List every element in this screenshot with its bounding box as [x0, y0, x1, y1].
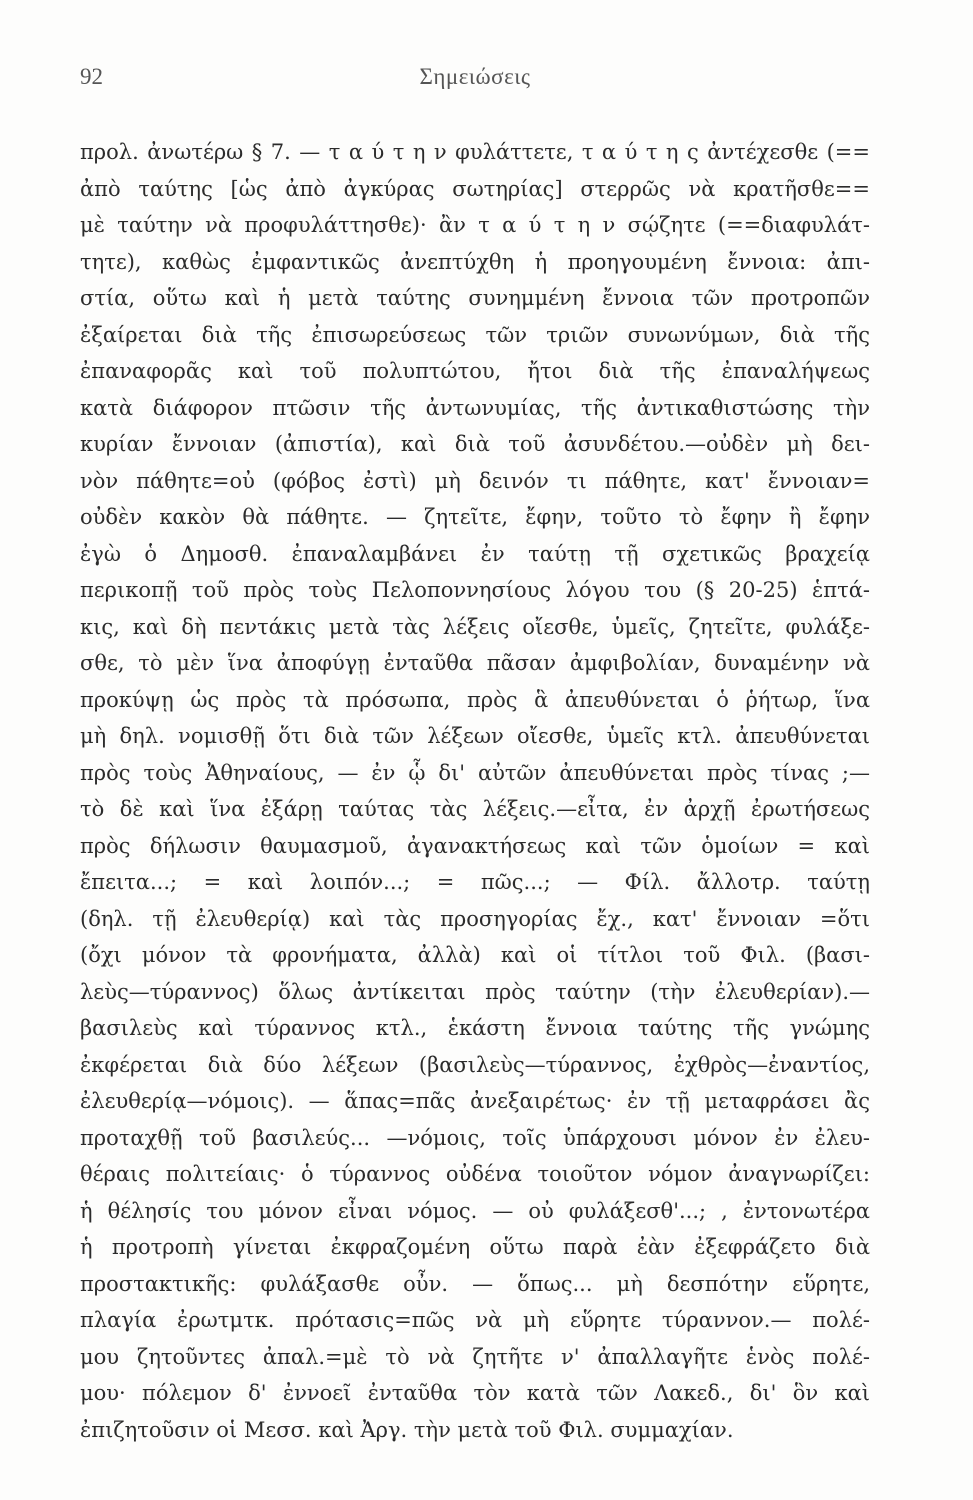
- text-line: πρὸς δήλωσιν θαυμασμοῦ, ἀγανακτήσεως καὶ τῶν ὁμοίων = καὶ: [80, 833, 870, 858]
- text-line: προταχθῇ τοῦ βασιλεύς... —νόμοις, τοῖς ὑπάρχουσι μόνον ἐν ἐλευ-: [80, 1125, 870, 1150]
- text-line: κατὰ διάφορον πτῶσιν τῆς ἀντωνυμίας, τῆς ἀντικαθιστώσης τὴν: [80, 395, 870, 420]
- text-line: πρὸς τοὺς Ἀθηναίους, — ἐν ᾧ δι' αὐτῶν ἀπευθύνεται πρὸς τίνας ;—: [80, 760, 870, 785]
- text-line: σθε, τὸ μὲν ἵνα ἀποφύγῃ ἐνταῦθα πᾶσαν ἀμφιβολίαν, δυναμένην νὰ: [80, 651, 870, 675]
- text-line: ἐγὼ ὁ Δημοσθ. ἐπαναλαμβάνει ἐν ταύτῃ τῇ σχετικῶς βραχείᾳ: [80, 541, 870, 566]
- page-number: 92: [80, 64, 103, 89]
- text-line: οὐδὲν κακὸν θὰ πάθητε. — ζητεῖτε, ἔφην, τοῦτο τὸ ἔφην ἢ ἔφην: [80, 505, 870, 529]
- text-line: ἐπαναφορᾶς καὶ τοῦ πολυπτώτου, ἤτοι διὰ τῆς ἐπαναλήψεως: [80, 359, 870, 383]
- text-line: τὸ δὲ καὶ ἵνα ἐξάρῃ ταύτας τὰς λέξεις.—εἶτα, ἐν ἀρχῇ ἐρωτήσεως: [80, 797, 870, 821]
- text-line: κυρίαν ἔννοιαν (ἀπιστία), καὶ διὰ τοῦ ἀσυνδέτου.—οὐδὲν μὴ δει-: [80, 432, 870, 456]
- text-line: μου ζητοῦντες ἀπαλ.=μὲ τὸ νὰ ζητῆτε ν' ἀπαλλαγῆτε ἑνὸς πολέ-: [80, 1344, 870, 1369]
- page-header: [80, 64, 870, 100]
- body-text: [80, 134, 870, 1448]
- text-line: ἐπιζητοῦσιν οἱ Μεσσ. καὶ Ἀργ. τὴν μετὰ τοῦ Φιλ. συμμαχίαν.: [80, 1417, 734, 1442]
- text-line: μου· πόλεμον δ' ἐννοεῖ ἐνταῦθα τὸν κατὰ τῶν Λακεδ., δι' ὃν καὶ: [80, 1381, 870, 1405]
- text-line: προλ. ἀνωτέρω § 7. — τ α ύ τ η ν φυλάττετε, τ α ύ τ η ς ἀντέχεσθε (==: [80, 140, 870, 164]
- text-line: ἡ θέλησίς του μόνον εἶναι νόμος. — οὐ φυλάξεσθ'...; , ἐντονωτέρα: [80, 1198, 870, 1223]
- text-line: πλαγία ἐρωτμτκ. πρότασις=πῶς νὰ μὴ εὕρητε τύραννον.— πολέ-: [80, 1308, 870, 1332]
- text-line: ἔπειτα...; = καὶ λοιπόν...; = πῶς...; — Φίλ. ἄλλοτρ. ταύτῃ: [80, 870, 870, 894]
- text-line: μὲ ταύτην νὰ προφυλάττησθε)· ἂν τ α ύ τ η ν σῴζητε (==διαφυλάτ-: [80, 213, 870, 237]
- running-head: Σημειώσεις: [419, 64, 531, 89]
- text-line: βασιλεὺς καὶ τύραννος κτλ., ἑκάστη ἔννοια ταύτης τῆς γνώμης: [80, 1016, 870, 1040]
- text-line: ἐκφέρεται διὰ δύο λέξεων (βασιλεὺς—τύραννος, ἐχθρὸς—ἐναντίος,: [80, 1052, 870, 1077]
- text-line: ἐλευθερίᾳ—νόμοις). — ἅπας=πᾶς ἀνεξαιρέτως· ἐν τῇ μεταφράσει ἂς: [80, 1089, 870, 1113]
- text-line: προστακτικῆς: φυλάξασθε οὖν. — ὅπως... μὴ δεσπότην εὕρητε,: [80, 1271, 870, 1296]
- text-line: ἀπὸ ταύτης [ὡς ἀπὸ ἀγκύρας σωτηρίας] στερρῶς νὰ κρατῆσθε==: [80, 176, 870, 201]
- text-line: (δηλ. τῇ ἐλευθερίᾳ) καὶ τὰς προσηγορίας ἔχ., κατ' ἔννοιαν =ὅτι: [80, 906, 870, 931]
- text-line: προκύψῃ ὡς πρὸς τὰ πρόσωπα, πρὸς ἃ ἀπευθύνεται ὁ ῥήτωρ, ἵνα: [80, 687, 870, 712]
- text-line: περικοπῇ τοῦ πρὸς τοὺς Πελοποννησίους λόγου του (§ 20-25) ἑπτά-: [80, 578, 870, 602]
- text-line: κις, καὶ δὴ πεντάκις μετὰ τὰς λέξεις οἴεσθε, ὑμεῖς, ζητεῖτε, φυλάξε-: [80, 614, 870, 639]
- text-line: νὸν πάθητε=οὐ (φόβος ἐστὶ) μὴ δεινόν τι πάθητε, κατ' ἔννοιαν=: [80, 468, 870, 493]
- text-line: τητε), καθὼς ἐμφαντικῶς ἀνεπτύχθη ἡ προηγουμένη ἔννοια: ἀπι-: [80, 249, 870, 274]
- text-line: στία, οὕτω καὶ ἡ μετὰ ταύτης συνημμένη ἔννοια τῶν προτροπῶν: [80, 286, 870, 310]
- text-line: ἐξαίρεται διὰ τῆς ἐπισωρεύσεως τῶν τριῶν συνωνύμων, διὰ τῆς: [80, 322, 870, 347]
- text-line: θέραις πολιτείαις· ὁ τύραννος οὐδένα τοιοῦτον νόμον ἀναγνωρίζει:: [80, 1162, 870, 1186]
- text-line: ἡ προτροπὴ γίνεται ἐκφραζομένη οὕτω παρὰ ἐὰν ἐξεφράζετο διὰ: [80, 1235, 870, 1259]
- text-line: (ὄχι μόνον τὰ φρονήματα, ἀλλὰ) καὶ οἱ τίτλοι τοῦ Φιλ. (βασι-: [80, 943, 870, 967]
- text-line: λεὺς—τύραννος) ὅλως ἀντίκειται πρὸς ταύτην (τὴν ἐλευθερίαν).—: [80, 979, 870, 1004]
- text-line: μὴ δηλ. νομισθῇ ὅτι διὰ τῶν λέξεων οἴεσθε, ὑμεῖς κτλ. ἀπευθύνεται: [80, 724, 870, 748]
